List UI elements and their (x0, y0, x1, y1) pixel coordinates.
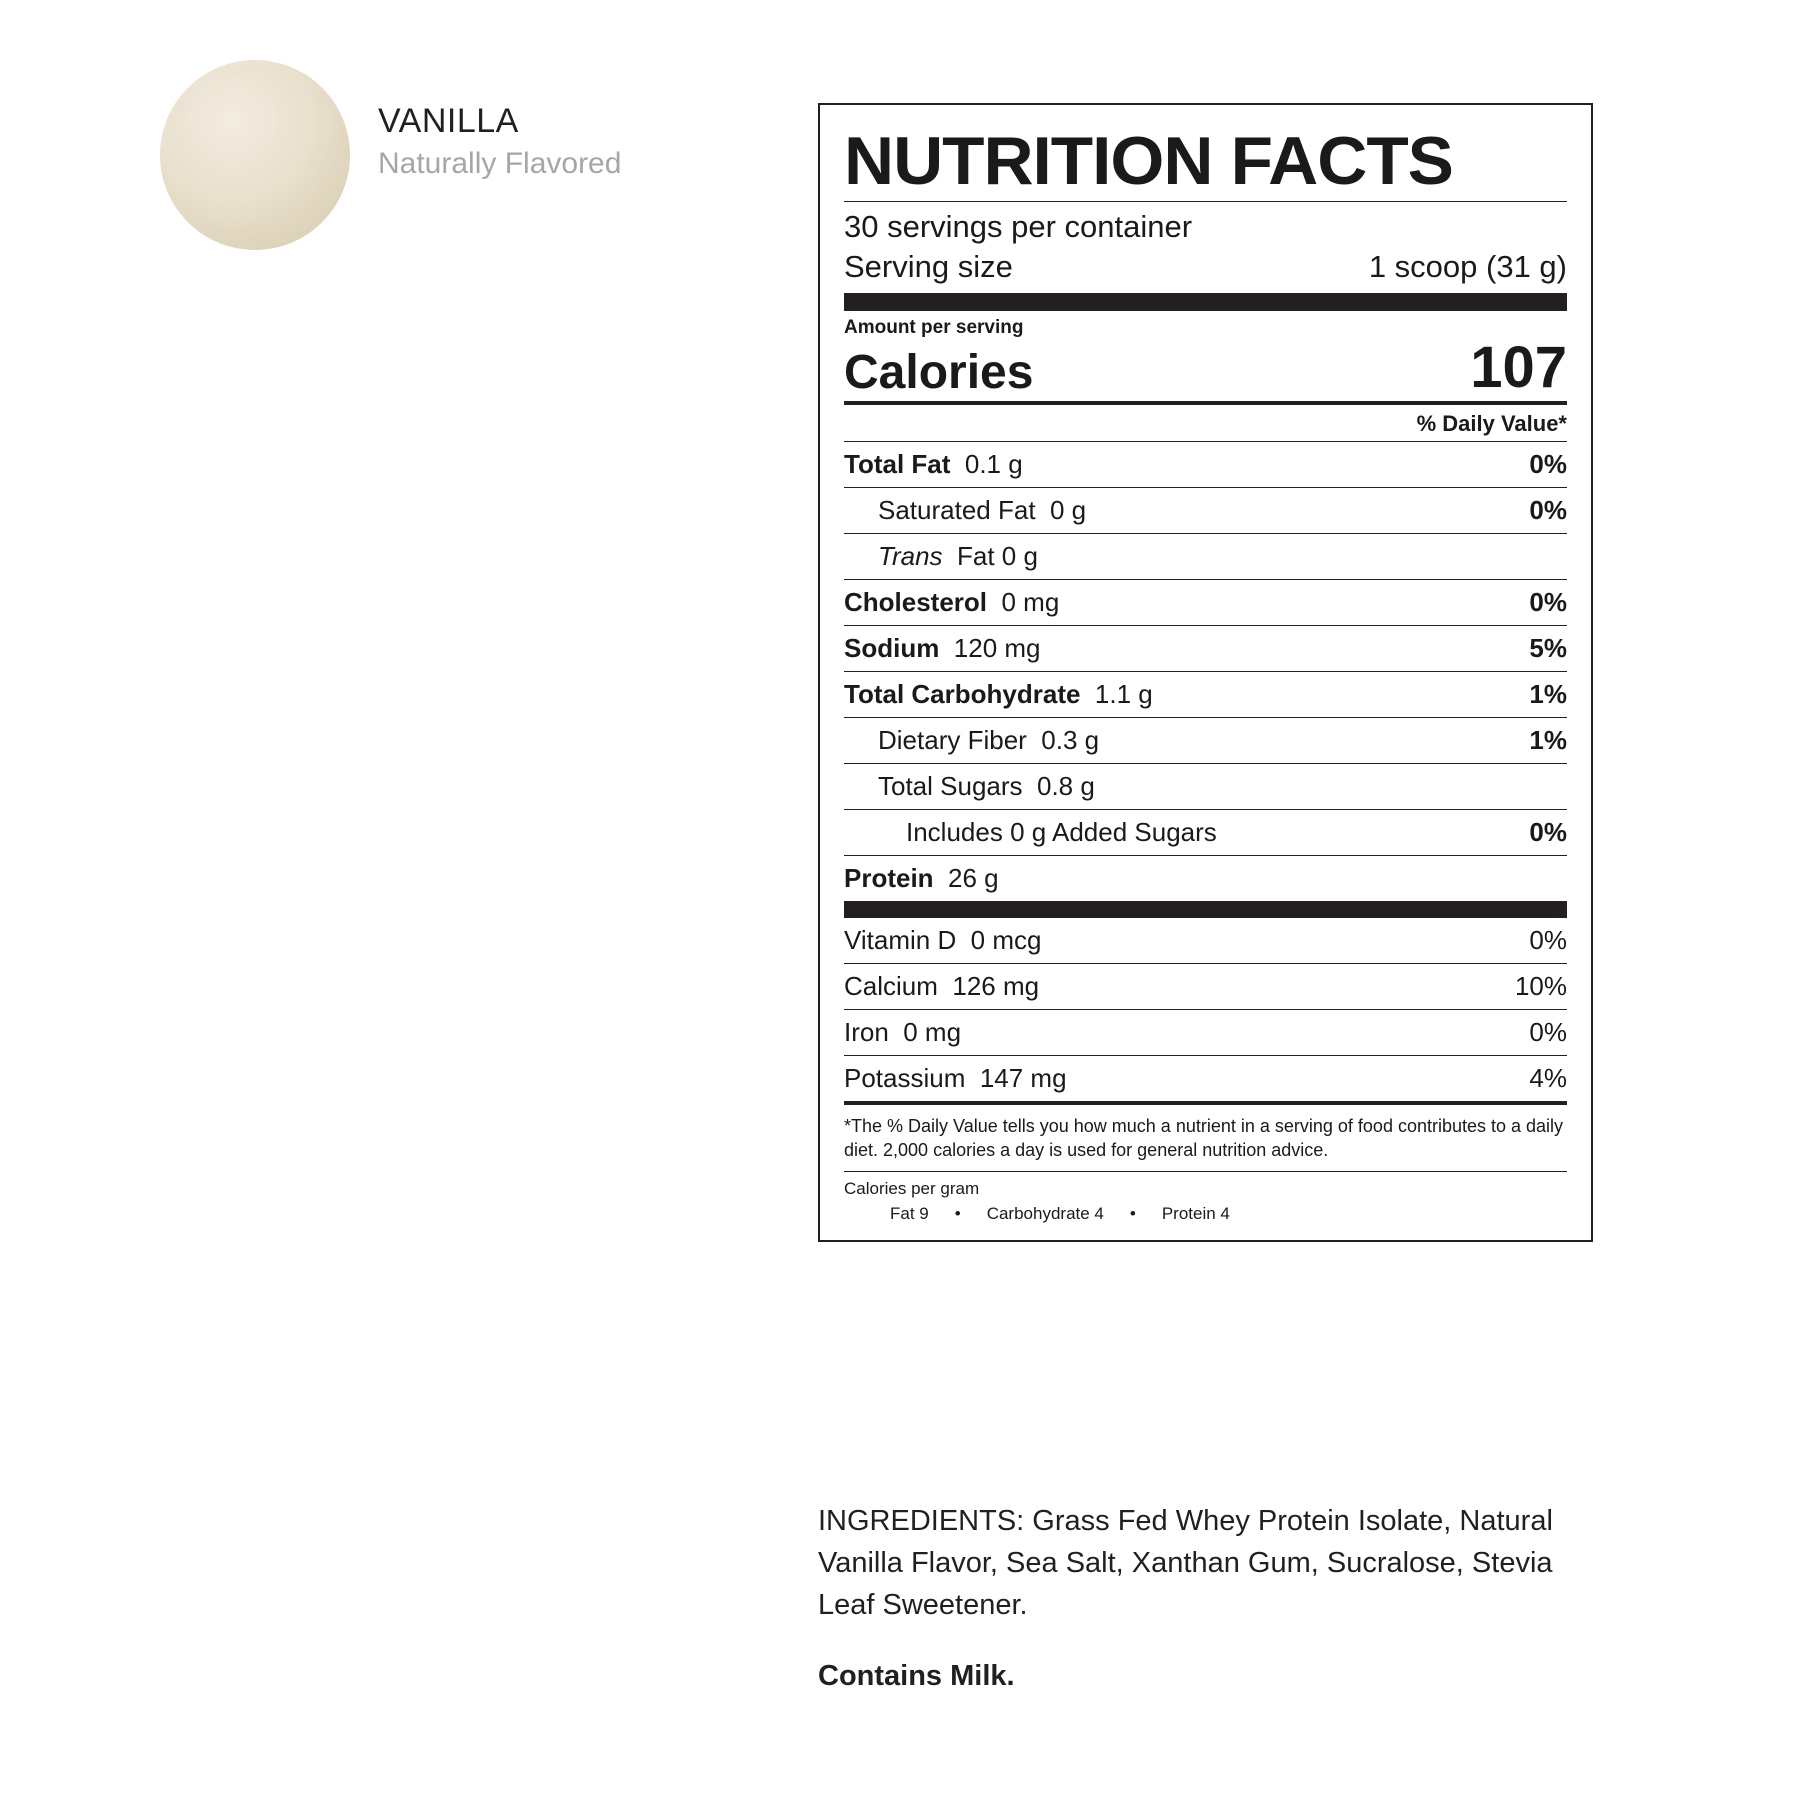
flavor-color-swatch (160, 60, 350, 250)
nutrient-row (844, 579, 1567, 625)
daily-value-footnote: *The % Daily Value tells you how much a nutrient in a serving of food contributes to a daily diet. 2,000 calories a day is used for general nutrition advice. (844, 1115, 1564, 1160)
serving-size-value: 1 scoop (31 g) (1368, 248, 1567, 284)
vitamin-daily-value: 4% (1529, 1062, 1567, 1093)
bullet-separator: • (954, 1204, 961, 1224)
vitamin-label: Vitamin D 0 mcg (844, 924, 1042, 955)
serving-size-label: Serving size (844, 248, 1013, 284)
calories-per-gram-label: Calories per gram (844, 1171, 1567, 1201)
nutrient-label: Saturated Fat 0 g (878, 494, 1087, 525)
nutrient-daily-value: 1% (1529, 724, 1567, 755)
nutrient-row (844, 671, 1567, 717)
nutrition-facts-panel (818, 103, 1593, 1242)
flavor-text-group (378, 102, 621, 182)
nutrient-row (844, 717, 1567, 763)
calories-row (844, 334, 1567, 401)
nutrient-label: Dietary Fiber 0.3 g (878, 724, 1100, 755)
calories-per-gram-item: Fat 9 (890, 1204, 929, 1224)
nutrient-amount: Fat 0 g (942, 540, 1038, 571)
vitamin-row (844, 963, 1567, 1009)
vitamin-daily-value: 0% (1529, 1016, 1567, 1047)
flavor-subtitle: Naturally Flavored (378, 147, 622, 181)
calories-per-gram-item: Carbohydrate 4 (986, 1204, 1104, 1224)
vitamin-label: Iron 0 mg (844, 1016, 962, 1047)
nutrient-label: Trans Fat 0 g (878, 540, 1038, 571)
nutrient-daily-value: 0% (1529, 816, 1567, 847)
nutrient-daily-value: 0% (1529, 448, 1567, 479)
nutrient-row (844, 441, 1567, 487)
nutrient-amount: 0 g (1035, 494, 1087, 525)
nutrient-row (844, 763, 1567, 809)
vitamin-rows (844, 918, 1567, 1101)
nutrient-amount: 1.1 g (1080, 678, 1153, 709)
nutrient-label: Protein 26 g (844, 862, 999, 893)
nutrient-daily-value: 5% (1529, 632, 1567, 663)
divider-thick-top (844, 293, 1567, 311)
nutrient-daily-value: 0% (1529, 494, 1567, 525)
calories-value: 107 (1470, 334, 1567, 400)
vitamin-row (844, 1009, 1567, 1055)
nutrition-facts-title: NUTRITION FACTS (844, 123, 1453, 199)
calories-per-gram-item: Protein 4 (1161, 1204, 1230, 1224)
vitamin-daily-value: 0% (1529, 924, 1567, 955)
nutrient-label: Total Sugars 0.8 g (878, 770, 1095, 801)
nutrient-amount: 26 g (933, 862, 999, 893)
nutrient-label: Total Fat 0.1 g (844, 448, 1023, 479)
contains-allergen-text: Contains Milk. (818, 1660, 1015, 1693)
nutrient-row (844, 809, 1567, 855)
ingredients-block (818, 1500, 1578, 1693)
nutrient-label: Includes 0 g Added Sugars (906, 816, 1217, 847)
nutrient-amount: 0.1 g (950, 448, 1023, 479)
amount-per-serving-label: Amount per serving (844, 316, 1024, 338)
nutrient-row (844, 625, 1567, 671)
nutrient-daily-value: 1% (1529, 678, 1567, 709)
bullet-separator: • (1129, 1204, 1136, 1224)
vitamin-row (844, 918, 1567, 963)
vitamin-label: Potassium 147 mg (844, 1062, 1067, 1093)
servings-per-container: 30 servings per container (844, 209, 1193, 244)
divider-thick-bottom (844, 901, 1567, 918)
ingredients-text: INGREDIENTS: Grass Fed Whey Protein Isolate, Natural Vanilla Flavor, Sea Salt, Xanthan Gum, Sucralose, Stevia Leaf Sweetener. (818, 1505, 1553, 1622)
nutrient-row (844, 533, 1567, 579)
vitamin-row (844, 1055, 1567, 1101)
nutrient-label: Total Carbohydrate 1.1 g (844, 678, 1153, 709)
vitamin-daily-value: 10% (1514, 970, 1567, 1001)
vitamin-label: Calcium 126 mg (844, 970, 1040, 1001)
nutrient-amount: 0.8 g (1022, 770, 1095, 801)
nutrient-daily-value: 0% (1529, 586, 1567, 617)
nutrient-amount: 0.3 g (1026, 724, 1100, 755)
nutrient-label: Cholesterol 0 mg (844, 586, 1060, 617)
calories-label: Calories (844, 345, 1034, 399)
nutrient-amount: 0 mg (987, 586, 1060, 617)
calories-per-gram-items (844, 1201, 1567, 1226)
nutrient-row (844, 487, 1567, 533)
daily-value-header: % Daily Value* (1416, 410, 1567, 436)
nutrient-row (844, 855, 1567, 901)
serving-size-row (844, 247, 1567, 293)
nutrient-label: Sodium 120 mg (844, 632, 1041, 663)
flavor-name: VANILLA (378, 102, 519, 140)
nutrient-amount: 120 mg (939, 632, 1041, 663)
nutrient-rows (844, 441, 1567, 901)
